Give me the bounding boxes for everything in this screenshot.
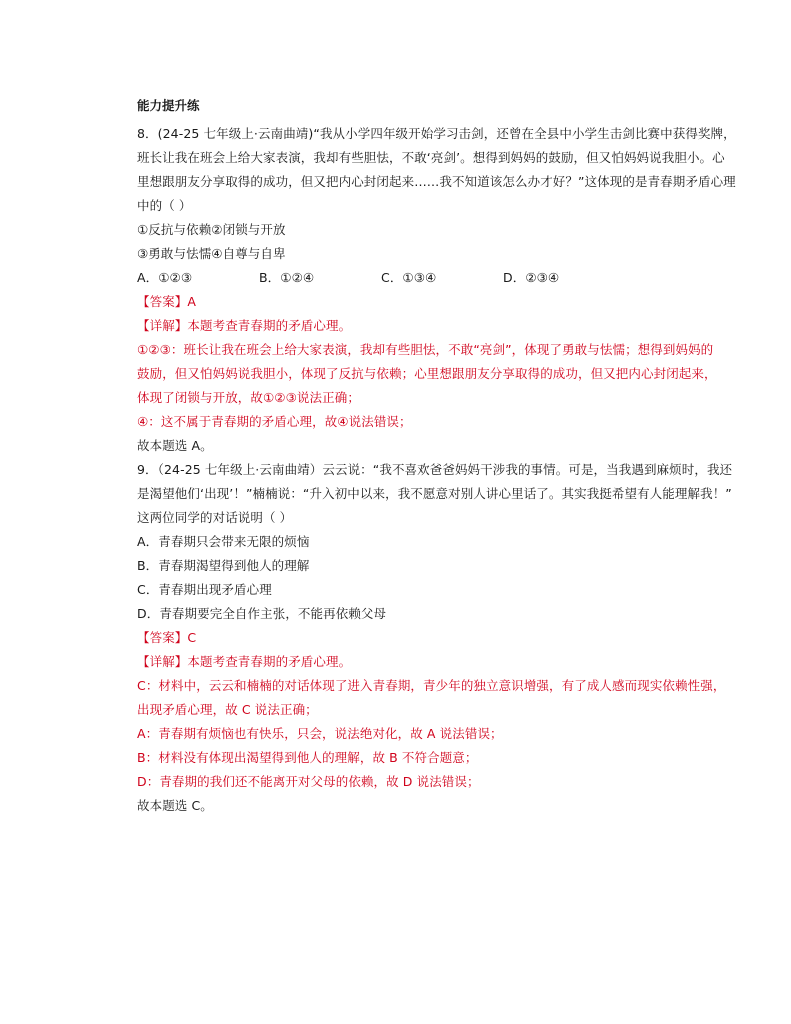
question-8-detail: 鼓励，但又怕妈妈说我胆小，体现了反抗与依赖；心里想跟朋友分享取得的成功，但又把内心封闭起来， (137, 366, 717, 381)
option-a: A．①②③ (137, 270, 193, 285)
option-b: B．①②④ (259, 270, 315, 285)
question-8-line: 班长让我在班会上给大家表演，我却有些胆怯，不敢‘亮剑’。想得到妈妈的鼓励，但又怕妈妈说我胆小。心 (137, 150, 725, 165)
question-9-detail: B：材料没有体现出渴望得到他人的理解，故 B 不符合题意； (137, 750, 478, 765)
question-9-line: 是渴望他们‘出现’！”楠楠说：“升入初中以来，我不愿意对别人讲心里话了。其实我挺希望有人能理解我！” (137, 486, 732, 501)
option-d: D．②③④ (503, 270, 560, 285)
question-8 (137, 122, 736, 458)
question-8-detail: ④：这不属于青春期的矛盾心理，故④说法错误； (137, 414, 412, 429)
question-9-detail: 【详解】本题考查青春期的矛盾心理。 (137, 654, 352, 669)
question-8-line: 8．(24-25 七年级上·云南曲靖)“我从小学四年级开始学习击剑，还曾在全县中小学生击剑比赛中获得奖牌， (137, 126, 736, 141)
question-9-conclusion: 故本题选 C。 (137, 798, 213, 813)
option-d: D．青春期要完全自作主张，不能再依赖父母 (137, 606, 387, 621)
question-8-detail: 体现了闭锁与开放，故①②③说法正确； (137, 390, 360, 405)
question-8-item: ①反抗与依赖②闭锁与开放 (137, 222, 286, 237)
option-c: C．①③④ (381, 270, 437, 285)
section-title: 能力提升练 (137, 98, 200, 113)
question-8-item: ③勇敢与怯懦④自尊与自卑 (137, 246, 286, 261)
question-8-line: 中的（ ） (137, 198, 192, 213)
question-8-answer: 【答案】A (137, 294, 197, 309)
question-9-line: 9．（24-25 七年级上·云南曲靖）云云说：“我不喜欢爸爸妈妈干涉我的事情。可是，当我遇到麻烦时，我还 (137, 462, 733, 477)
question-9-line: 这两位同学的对话说明（ ） (137, 510, 293, 525)
question-8-line: 里想跟朋友分享取得的成功，但又把内心封闭起来……我不知道该怎么办才好？”这体现的是青春期矛盾心理 (137, 174, 736, 189)
question-9-answer: 【答案】C (137, 630, 197, 645)
question-9 (137, 458, 733, 818)
question-8-detail: 【详解】本题考查青春期的矛盾心理。 (137, 318, 352, 333)
document-content (137, 94, 736, 818)
question-9-detail: D：青春期的我们还不能离开对父母的依赖，故 D 说法错误； (137, 774, 480, 789)
option-c: C．青春期出现矛盾心理 (137, 582, 272, 597)
question-8-detail: ①②③：班长让我在班会上给大家表演，我却有些胆怯，不敢“亮剑”，体现了勇敢与怯懦；想得到妈妈的 (137, 342, 714, 357)
question-9-detail: 出现矛盾心理，故 C 说法正确； (137, 702, 318, 717)
option-b: B．青春期渴望得到他人的理解 (137, 558, 310, 573)
option-a: A．青春期只会带来无限的烦恼 (137, 534, 310, 549)
question-8-conclusion: 故本题选 A。 (137, 438, 213, 453)
question-8-options (137, 266, 667, 290)
question-9-detail: C：材料中，云云和楠楠的对话体现了进入青春期，青少年的独立意识增强，有了成人感而现实依赖性强， (137, 678, 726, 693)
question-9-detail: A：青春期有烦恼也有快乐，只会，说法绝对化，故 A 说法错误； (137, 726, 503, 741)
